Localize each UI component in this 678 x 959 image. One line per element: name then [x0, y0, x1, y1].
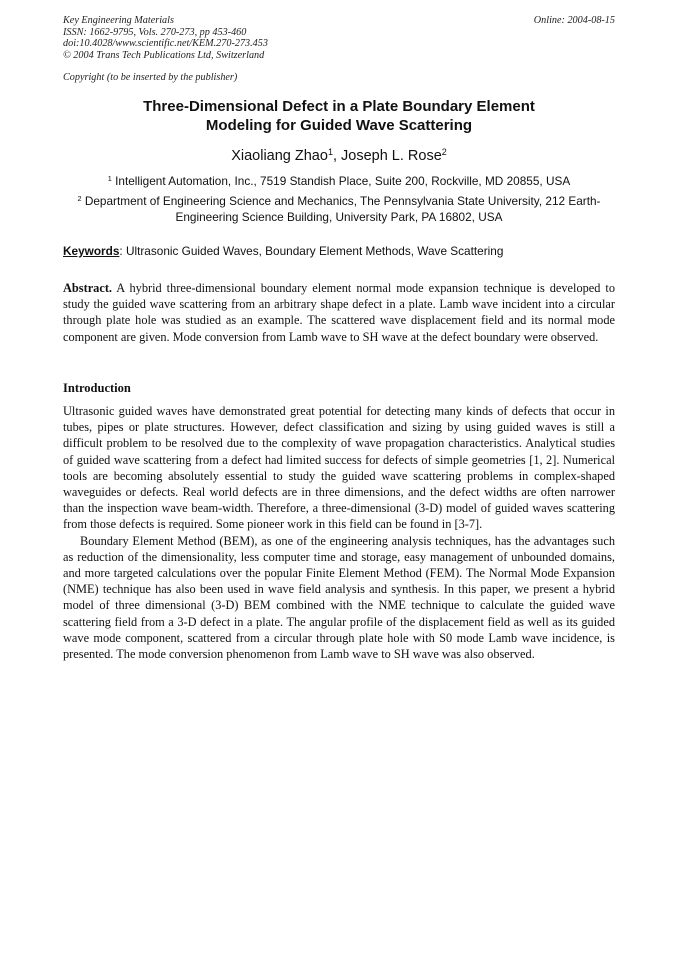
journal-name: Key Engineering Materials	[63, 15, 174, 26]
affiliation-text: Intelligent Automation, Inc., 7519 Standish Place, Suite 200, Rockville, MD 20855, USA	[111, 174, 571, 188]
author-list	[63, 148, 615, 164]
author-name: Xiaoliang Zhao	[231, 148, 328, 164]
introduction-section	[63, 403, 615, 662]
abstract-text: A hybrid three-dimensional boundary element normal mode expansion technique is developed to study the guided wave scattering from an arbitrary shape defect in a plate. Lamb wave incident into a circular through plate hole was studied as an example. The scattered wave displacement field and its normal mode component are given. Mode conversion from Lamb wave to SH wave at the defect boundary were observed.	[63, 281, 615, 344]
introduction-paragraph-1: Ultrasonic guided waves have demonstrated great potential for detecting many kinds of defects that occur in tubes, pipes or plate structures. However, defect classification and sizing by using guided waves is still a difficult problem to be resolved due to the complexity of wave propagation characteristics. Analytical studies of guided wave scattering from a defect had limited success for defects of simple geometries [1, 2]. Numerical tools are becoming absolutely essential to study the guided wave scattering problems in complex-shaped waveguides or defects. Real world defects are in three dimensions, and the defect widths are often narrower than the inspection wave beam-width. Therefore, a three-dimensional (3-D) model of guided waves scattering from those defects is required. Some pioneer work in this field can be found in [3-7].	[63, 404, 615, 532]
author-affiliation-mark: 1	[327, 147, 333, 158]
affiliation-mark: 1	[107, 173, 112, 183]
online-date: Online: 2004-08-15	[533, 15, 615, 26]
publisher-line: © 2004 Trans Tech Publications Ltd, Switzerland	[63, 49, 265, 61]
author-affiliation-mark: 2	[441, 147, 447, 158]
affiliation-text: Department of Engineering Science and Mechanics, The Pennsylvania State University, 212 Earth-Engineering Science Building, University Park, PA 16802, USA	[81, 194, 601, 224]
abstract-label: Abstract.	[63, 281, 113, 295]
abstract-paragraph	[63, 280, 615, 345]
keywords-text: Ultrasonic Guided Waves, Boundary Element Methods, Wave Scattering	[122, 244, 504, 258]
section-heading-introduction: Introduction	[63, 381, 131, 395]
author-separator: ,	[332, 148, 342, 164]
introduction-paragraph-2: Boundary Element Method (BEM), as one of the engineering analysis techniques, has the advantages such as reduction of the dimensionality, less computer time and storage, easy management of unbounded domains, and more targeted calculations over the popular Finite Element Method (FEM). The Normal Mode Expansion (NME) technique has also been used in wave field analysis and synthesis. In this paper, we present a hybrid model of three dimensional (3-D) BEM combined with the NME technique to calculate the guided wave scattering field from a 3-D defect in a plate. The angular profile of the displacement field as well as its guided wave mode component, scattered from a circular through plate hole with S0 mode Lamb wave incidence, is presented. The mode conversion phenomenon from Lamb wave to SH wave was also observed.	[63, 533, 615, 662]
keywords-colon: :	[119, 244, 123, 258]
paper-title	[63, 97, 615, 135]
title-line-2: Modeling for Guided Wave Scattering	[205, 117, 473, 134]
affiliation-2	[63, 193, 615, 225]
journal-header	[63, 15, 615, 61]
issn-line: ISSN: 1662-9795, Vols. 270-273, pp 453-460	[63, 26, 247, 38]
doi-line: doi:10.4028/www.scientific.net/KEM.270-273.453	[63, 38, 268, 49]
affiliation-mark: 2	[77, 193, 82, 203]
title-line-1: Three-Dimensional Defect in a Plate Boundary Element	[143, 98, 535, 115]
author-name: Joseph L. Rose	[341, 148, 442, 164]
keywords-label: Keywords	[63, 244, 120, 258]
affiliation-1	[63, 173, 615, 189]
keywords-line	[63, 244, 615, 258]
copyright-line: Copyright (to be inserted by the publisher)	[63, 72, 238, 83]
